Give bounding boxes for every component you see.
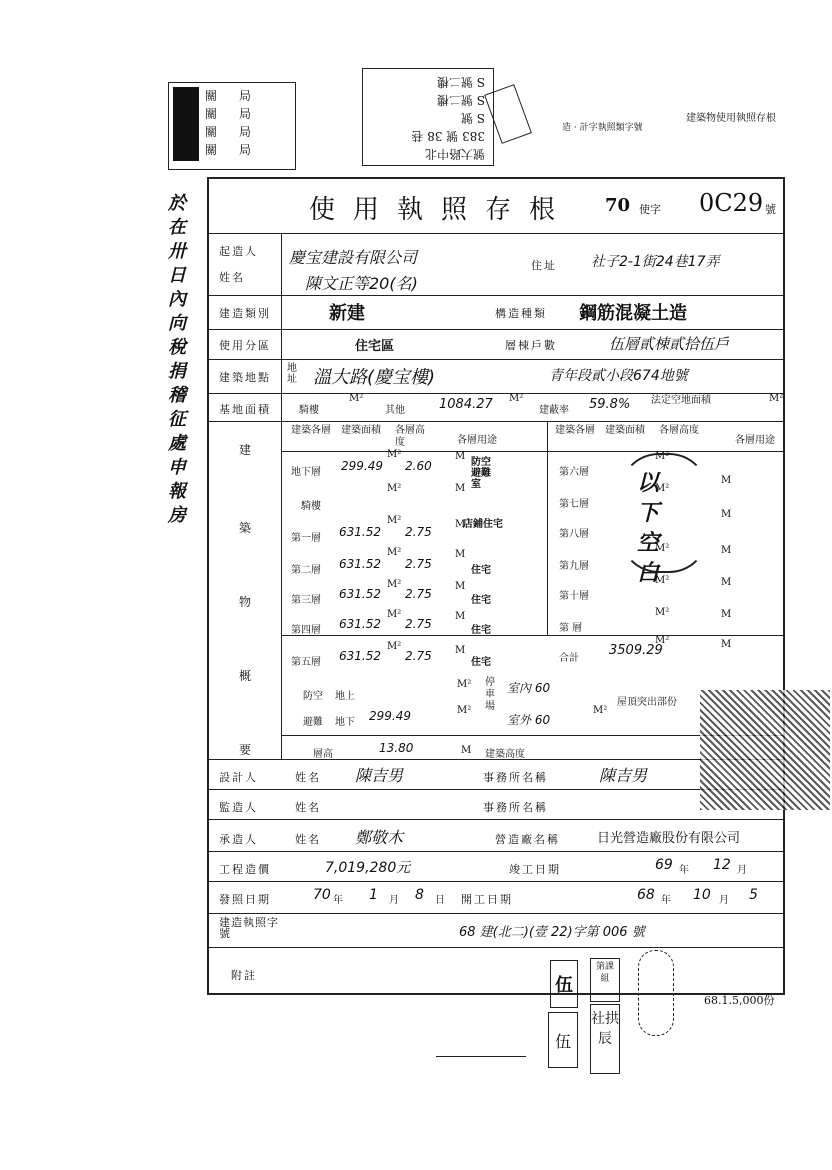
permit-label: 建造執照字號: [219, 916, 279, 940]
category-label: 建造類別: [219, 307, 271, 320]
rule: [281, 233, 282, 295]
completion-month: 12: [713, 857, 731, 873]
rule: [209, 819, 783, 820]
location-value: 溫大路(慶宝樓): [313, 367, 436, 388]
structure-value: 鋼筋混凝土造: [579, 303, 687, 324]
rule: [209, 295, 783, 296]
location-label: 建築地點: [219, 371, 271, 384]
unit-label: M: [721, 577, 732, 588]
header-area-left: 建築面積: [341, 425, 381, 436]
start-month: 10: [693, 887, 711, 903]
seal-4: [548, 1012, 578, 1068]
permit-value: 68 建(北二)(壹 22)字第 006 號: [459, 925, 645, 940]
cost-value: 7,019,280元: [325, 860, 411, 876]
form-prefix: 使字: [639, 203, 661, 216]
address-stamp-line-2: S 號二樓: [436, 93, 485, 107]
tag-code-2: 關: [205, 107, 218, 121]
designer-name-label: 姓名: [295, 771, 321, 784]
row-area-left: 631.52: [339, 525, 381, 539]
contractor-name-label: 姓名: [295, 833, 321, 846]
tag-label-2: 局: [239, 107, 252, 121]
building-char-1: 建: [239, 443, 254, 457]
row-height-left: 2.75: [405, 617, 432, 631]
date-unit: 月: [719, 895, 729, 906]
designer-label: 設計人: [219, 771, 258, 784]
builder-person: 陳文正等20(名): [305, 274, 418, 293]
unit-label: M²: [387, 579, 402, 590]
dark-scan-noise: [700, 690, 830, 810]
zoning-value: 住宅區: [355, 339, 395, 354]
unit-label: M²: [655, 575, 670, 586]
header-use-left: 各層用途: [457, 435, 497, 446]
issue-day: 8: [415, 887, 424, 903]
row-use-left: 店鋪住宅: [463, 519, 503, 530]
category-value: 新建: [329, 303, 365, 324]
building-char-5: 要: [239, 743, 254, 757]
cost-label: 工程造價: [219, 863, 271, 876]
rule: [281, 451, 783, 452]
office-name: 陳吉男: [599, 766, 648, 785]
open-space-label: 法定空地面積: [651, 395, 711, 406]
supervisor-name-label: 姓名: [295, 801, 321, 814]
unit-label: M²: [457, 679, 472, 690]
tag-code-4: 關: [205, 143, 218, 157]
row-height-left: 2.75: [405, 557, 432, 571]
row-height-left: 2.75: [405, 649, 432, 663]
rule: [209, 851, 783, 852]
rule: [547, 421, 548, 635]
row-floor-right: 第十層: [559, 591, 589, 602]
company-label: 營造廠名稱: [495, 833, 560, 846]
top-right-stamp-small: 造 · 計字執照類字號: [562, 123, 643, 133]
building-height-label: 建築高度: [485, 749, 525, 760]
rule: [209, 881, 783, 882]
tag-label-1: 局: [239, 89, 252, 103]
company-name: 日光營造廠股份有限公司: [597, 831, 741, 846]
lot-value: 青年段貳小段674地號: [549, 368, 688, 384]
row-floor-right: 合計: [559, 653, 579, 664]
unit-label: M: [721, 609, 732, 620]
unit-label: M: [721, 509, 732, 520]
unit-label: M: [721, 639, 732, 650]
floors-label: 層棟戶數: [505, 339, 557, 352]
footer-code: 68.1.5,000份: [704, 994, 775, 1007]
row-area-left: 631.52: [339, 617, 381, 631]
row-floor-right: 第九層: [559, 561, 589, 572]
shelter-below-label: 地下: [335, 717, 355, 728]
roof-label: 屋頂突出部份: [617, 697, 677, 708]
unit-label: M²: [655, 607, 670, 618]
row-floor-left: 第五層: [291, 657, 321, 668]
designer-name: 陳吉男: [355, 766, 404, 785]
header-use-right: 各層用途: [735, 435, 775, 446]
top-left-tag-stamp: [168, 82, 296, 170]
story-height-label: 層高: [313, 749, 333, 760]
address-stamp-line-4: 383 號 38 巷: [411, 129, 485, 143]
issue-label: 發照日期: [219, 893, 271, 906]
unit-label: M²: [509, 393, 524, 404]
unit-label: M: [455, 581, 466, 592]
black-label-bar: [173, 87, 199, 161]
rule: [209, 913, 783, 914]
row-height-left: 2.75: [405, 587, 432, 601]
remarks-label: 附註: [231, 969, 257, 982]
row-use-left: 住宅: [471, 595, 491, 606]
address-label: 住址: [531, 259, 557, 272]
structure-label: 構造種類: [495, 307, 547, 320]
seal-3: [590, 1004, 620, 1074]
start-year: 68: [637, 887, 655, 903]
shelter-above-label: 地上: [335, 691, 355, 702]
row-height-left: 2.60: [405, 459, 432, 473]
start-day: 5: [749, 887, 758, 903]
tag-label-3: 局: [239, 125, 252, 139]
left-margin-note: 於在卅日內向稅捐稽征處申報房: [168, 193, 186, 526]
row-floor-left: 第一層: [291, 533, 321, 544]
unit-label: M²: [387, 483, 402, 494]
parking-label: 停車場: [485, 677, 495, 712]
builder-label: 起造人: [219, 245, 258, 258]
row-floor-left: 騎樓: [301, 501, 321, 512]
rule: [281, 359, 282, 393]
row-area-left: 299.49: [341, 459, 383, 473]
rule: [281, 635, 783, 636]
supervisor-office-label: 事務所名稱: [483, 801, 548, 814]
date-unit: 年: [679, 865, 689, 876]
unit-label: M²: [655, 483, 670, 494]
issue-month: 1: [369, 887, 378, 903]
tag-code-1: 關: [205, 89, 218, 103]
unit-label: M²: [387, 609, 402, 620]
rule: [281, 295, 282, 329]
rule: [209, 421, 783, 422]
row-area-left: 631.52: [339, 557, 381, 571]
contractor-name: 鄭敬木: [355, 828, 404, 847]
issue-year: 70: [313, 887, 331, 903]
row-area-left: 631.52: [339, 649, 381, 663]
seal-1-text: 伍: [555, 975, 573, 996]
seal-3-text: 社拱辰: [591, 1011, 619, 1047]
seal-4-text: 伍: [554, 1032, 571, 1051]
rule: [209, 329, 783, 330]
unit-label: M²: [387, 515, 402, 526]
unit-label: M²: [387, 547, 402, 558]
rule: [281, 421, 282, 759]
coverage-value: 59.8%: [589, 397, 631, 412]
unit-label: M: [455, 549, 466, 560]
contractor-label: 承造人: [219, 833, 258, 846]
builder-value: 慶宝建設有限公司: [289, 248, 418, 267]
permit-form: [207, 177, 785, 995]
header-area-right: 建築面積: [605, 425, 645, 436]
form-suffix: 號: [765, 203, 776, 216]
row-use-left: 住宅: [471, 657, 491, 668]
row-floor-left: 第四層: [291, 625, 321, 636]
location-sub-label: 地址: [287, 363, 297, 385]
handwritten-blank-note: 以下空白: [637, 471, 660, 586]
unit-label: M²: [593, 705, 608, 716]
row-floor-right: 第七層: [559, 499, 589, 510]
address-stamp-line-1: S 號二樓: [436, 75, 485, 89]
unit-label: M: [455, 519, 466, 530]
row-floor-right: 第 層: [559, 623, 583, 634]
unit-label: M²: [457, 705, 472, 716]
row-area-left: 631.52: [339, 587, 381, 601]
completion-year: 69: [655, 857, 673, 873]
row-use-left: 住宅: [471, 565, 491, 576]
rule: [209, 759, 783, 760]
row-floor-left: 第二層: [291, 565, 321, 576]
form-number: 0C29: [699, 189, 764, 217]
floors-value: 伍層貳棟貳拾伍戶: [609, 335, 730, 353]
row-floor-left: 第三層: [291, 595, 321, 606]
unit-label: M²: [655, 451, 670, 462]
zoning-label: 使用分區: [219, 339, 271, 352]
unit-label: M²: [387, 449, 402, 460]
address-stamp-line-5: 號大路中北: [424, 147, 485, 161]
row-floor-right: 第八層: [559, 529, 589, 540]
unit-label: M: [721, 545, 732, 556]
address-stamp-lines: [363, 69, 493, 167]
tag-codes: [205, 87, 217, 159]
date-unit: 日: [435, 895, 445, 906]
unit-label: M²: [387, 641, 402, 652]
site-area-label: 基地面積: [219, 403, 271, 416]
unit-label: M: [455, 645, 466, 656]
tag-code-3: 關: [205, 125, 218, 139]
rule: [209, 947, 783, 948]
rule: [209, 789, 783, 790]
date-unit: 月: [389, 895, 399, 906]
supervisor-label: 監造人: [219, 801, 258, 814]
seal-1: [550, 960, 578, 1008]
dotted-oval-stamp: [638, 950, 674, 1036]
row-floor-left: 地下層: [291, 467, 321, 478]
building-char-4: 概: [239, 669, 254, 683]
row-use-left: 住宅: [471, 625, 491, 636]
shelter-label: 防空: [303, 691, 323, 702]
rule: [209, 393, 783, 394]
arcade-label: 騎樓: [299, 405, 319, 416]
row-height-left: 2.75: [405, 525, 432, 539]
rule: [209, 233, 783, 234]
parking-outdoor-value: 室外 60: [507, 713, 551, 727]
building-char-2: 築: [239, 521, 254, 535]
tag-label-4: 局: [239, 143, 252, 157]
unit-label: M: [721, 475, 732, 486]
date-unit: 月: [737, 865, 747, 876]
handwritten-bracket: [619, 453, 709, 573]
unit-label: M: [455, 451, 466, 462]
date-unit: 年: [333, 895, 343, 906]
seal-2: [590, 958, 620, 1002]
rule: [281, 393, 282, 421]
building-char-3: 物: [239, 595, 254, 609]
rule: [209, 359, 783, 360]
top-center-address-stamp: [362, 68, 494, 166]
parking-indoor-value: 室內 60: [507, 681, 551, 695]
evacuation-label: 避難: [303, 717, 323, 728]
other-area-value: 1084.27: [439, 397, 493, 412]
shelter-below-value: 299.49: [369, 709, 411, 723]
date-unit: 年: [661, 895, 671, 906]
unit-label: M²: [769, 393, 784, 404]
seal-2-text: 第課組: [595, 962, 614, 984]
header-floor-right: 建築各層: [555, 425, 595, 436]
unit-label: M: [455, 483, 466, 494]
unit-label: M: [455, 611, 466, 622]
unit-label: M²: [349, 393, 364, 404]
tag-labels: [239, 87, 251, 159]
underline-mark: [436, 1056, 526, 1057]
name-label: 姓名: [219, 271, 245, 284]
unit-label: M²: [655, 543, 670, 554]
top-right-stamp-large: 建築物使用執照存根: [686, 113, 776, 124]
address-value: 社子2-1街24巷17弄: [591, 254, 720, 270]
coverage-label: 建蔽率: [539, 405, 569, 416]
row-floor-right: 第六層: [559, 467, 589, 478]
form-title: 使用執照存根: [309, 195, 574, 225]
other-label: 其他: [385, 405, 405, 416]
header-floor-left: 建築各層: [291, 425, 331, 436]
form-year: 70: [605, 195, 631, 216]
story-height-value: 13.80: [379, 741, 414, 755]
header-height-left: 各層高度: [395, 425, 425, 448]
total-area-value: 3509.29: [609, 643, 663, 658]
unit-label: M: [461, 745, 472, 756]
completion-label: 竣工日期: [509, 863, 561, 876]
row-use-left: 防空避難室: [471, 457, 491, 490]
unit-label: M²: [655, 635, 670, 646]
office-label: 事務所名稱: [483, 771, 548, 784]
rule: [281, 329, 282, 359]
address-stamp-line-3: S 號: [460, 111, 485, 125]
start-label: 開工日期: [461, 893, 513, 906]
header-height-right: 各層高度: [659, 425, 699, 436]
